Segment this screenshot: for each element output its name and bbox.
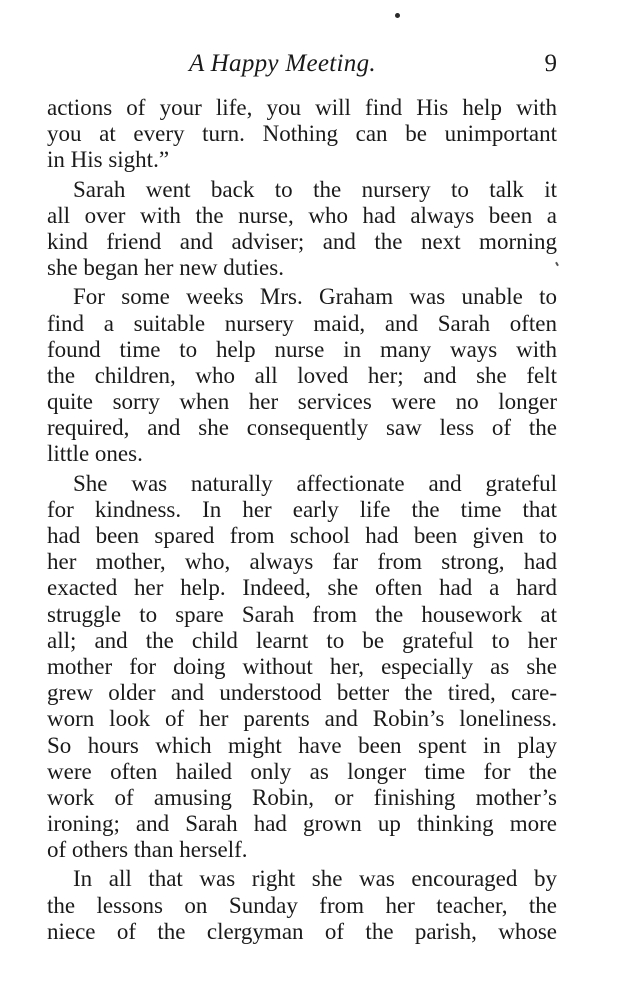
paragraph — [47, 177, 557, 282]
page-number: 9 — [544, 50, 557, 77]
paragraph — [47, 866, 557, 945]
text-line: little ones. — [47, 441, 143, 467]
paragraph — [47, 284, 557, 467]
text-line: mother for doing without her, especially as she — [47, 653, 557, 679]
ink-speck — [395, 13, 400, 18]
text-line: her mother, who, always far from strong, had — [47, 549, 557, 575]
text-line: worn look of her parents and Robin’s loneliness. — [47, 706, 557, 732]
text-line: find a suitable nursery maid, and Sarah often — [47, 310, 557, 336]
text-line: for kindness. In her early life the time that — [47, 496, 557, 522]
paragraph — [47, 471, 557, 864]
text-line: exacted her help. Indeed, she often had a hard — [47, 575, 557, 601]
text-line: In all that was right she was encouraged by — [73, 866, 557, 892]
text-line: kind friend and adviser; and the next morning — [47, 228, 557, 254]
text-line: So hours which might have been spent in play — [47, 732, 557, 758]
text-line: found time to help nurse in many ways with — [47, 336, 557, 362]
text-line: required, and she consequently saw less of the — [47, 415, 557, 441]
text-line: the lessons on Sunday from her teacher, the — [47, 892, 557, 918]
running-title: A Happy Meeting. — [189, 50, 376, 77]
text-line: ironing; and Sarah had grown up thinking more — [47, 811, 557, 837]
body-text — [47, 95, 557, 948]
text-line: grew older and understood better the tired, care- — [47, 680, 557, 706]
text-line: you at every turn. Nothing can be unimportant — [47, 121, 557, 147]
text-line: were often hailed only as longer time for the — [47, 758, 557, 784]
text-line: For some weeks Mrs. Graham was unable to — [73, 284, 557, 310]
paragraph — [47, 95, 557, 174]
text-line: the children, who all loved her; and she felt — [47, 362, 557, 388]
page-header — [47, 50, 557, 86]
text-line: all; and the child learnt to be grateful to her — [47, 627, 557, 653]
text-line: actions of your life, you will find His help with — [47, 95, 557, 120]
text-line: she began her new duties. — [47, 255, 284, 281]
text-line: quite sorry when her services were no longer — [47, 389, 557, 415]
text-line: She was naturally affectionate and grateful — [73, 470, 557, 496]
text-line: had been spared from school had been given to — [47, 523, 557, 548]
text-line: all over with the nurse, who had always been a — [47, 202, 557, 228]
text-line: of others than herself. — [47, 837, 248, 863]
text-line: work of amusing Robin, or finishing mother’s — [47, 784, 557, 810]
text-line: Sarah went back to the nursery to talk it — [73, 176, 557, 202]
text-line: niece of the clergyman of the parish, whose — [47, 918, 557, 944]
text-line: struggle to spare Sarah from the housework at — [47, 601, 557, 627]
text-line: in His sight.” — [47, 147, 170, 173]
